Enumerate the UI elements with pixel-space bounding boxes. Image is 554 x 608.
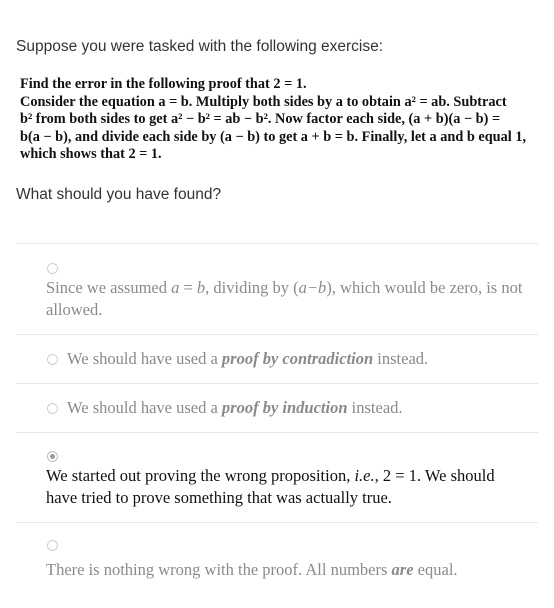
choice-4-label[interactable]	[46, 465, 526, 508]
radio-button-choice-3[interactable]	[47, 403, 58, 414]
answer-choice-1[interactable]	[16, 244, 538, 335]
choice-5-text-before: There is nothing wrong with the proof. All numbers	[46, 560, 392, 579]
radio-button-choice-4[interactable]	[47, 451, 58, 462]
choice-5-label[interactable]	[46, 559, 526, 581]
choice-3-text-before: We should have used a	[67, 398, 222, 417]
choice-3-text-after: instead.	[347, 398, 403, 417]
answer-choice-2[interactable]	[16, 335, 538, 384]
choice-4-text-after: , 2 = 1. We should have tried to prove something that was actually true.	[46, 466, 495, 507]
choice-1-text-mid: , dividing by (	[205, 278, 299, 297]
exercise-box	[20, 76, 540, 164]
exercise-line-2: b² from both sides to get a² − b² = ab − b². Now factor each side, (a + b)(a − b) =	[20, 111, 501, 128]
answer-choice-5[interactable]	[16, 523, 538, 593]
choice-3-label[interactable]	[67, 397, 403, 419]
choice-1-math-a: a	[171, 278, 180, 297]
answer-choice-3[interactable]	[16, 384, 538, 433]
question-text: What should you have found?	[16, 186, 222, 203]
answer-choice-4[interactable]	[16, 433, 538, 523]
choice-2-emphasis: proof by contradiction	[221, 349, 374, 368]
choice-1-math-b: b	[196, 278, 206, 297]
exercise-line-4: which shows that 2 = 1.	[20, 146, 162, 163]
choice-1-text-before: Since we assumed	[46, 278, 172, 297]
prompt-text: Suppose you were tasked with the following exercise:	[16, 38, 384, 55]
radio-button-choice-5[interactable]	[47, 540, 58, 551]
choice-1-text-after: ), which would be zero, is not allowed.	[46, 278, 523, 319]
choice-1-equals: =	[179, 278, 197, 297]
choice-2-label[interactable]	[67, 348, 428, 370]
exercise-title: Find the error in the following proof that 2 = 1.	[20, 76, 307, 92]
choice-1-label[interactable]	[46, 277, 526, 320]
choice-2-text-after: instead.	[373, 349, 429, 368]
choice-2-text-before: We should have used a	[67, 349, 222, 368]
radio-button-choice-2[interactable]	[47, 354, 58, 365]
radio-button-choice-1[interactable]	[47, 263, 58, 274]
exercise-line-3: b(a − b), and divide each side by (a − b) to get a + b = b. Finally, let a and b equal 1,	[20, 128, 527, 145]
answer-choices	[16, 243, 538, 593]
choice-5-emphasis: are	[391, 560, 414, 579]
choice-3-emphasis: proof by induction	[221, 398, 348, 417]
choice-4-ie: i.e.	[354, 466, 375, 485]
exercise-line-1: Consider the equation a = b. Multiply both sides by a to obtain a² = ab. Subtract	[20, 93, 507, 110]
choice-5-text-after: equal.	[413, 560, 458, 579]
choice-1-math-a-minus-b: a−b	[298, 278, 327, 297]
choice-4-text-before: We started out proving the wrong proposition,	[46, 466, 355, 485]
